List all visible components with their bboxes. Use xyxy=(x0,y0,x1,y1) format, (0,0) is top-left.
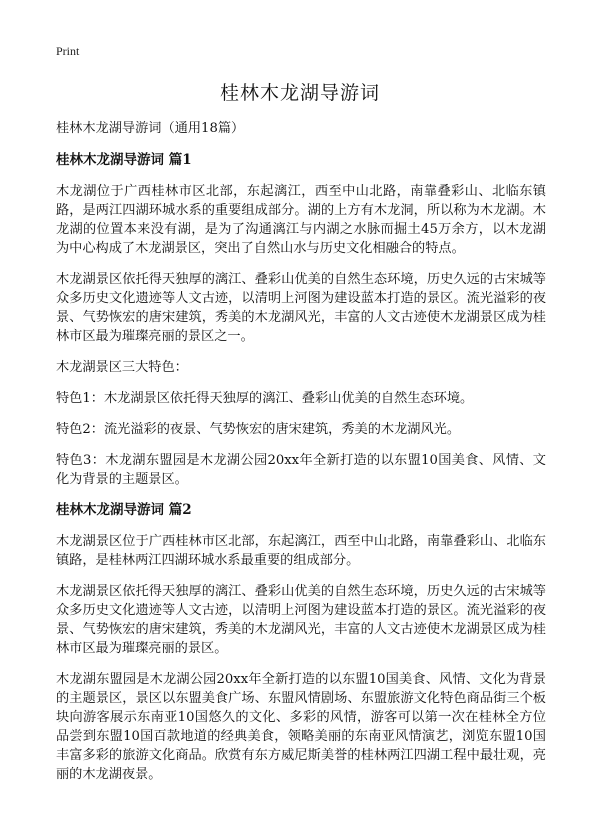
section-heading: 桂林木龙湖导游词 篇2 xyxy=(56,502,192,518)
print-link[interactable]: Print xyxy=(56,44,80,58)
paragraph: 木龙湖景区三大特色： xyxy=(56,360,188,375)
article-content xyxy=(56,119,546,796)
paragraph: 木龙湖景区位于广西桂林市区北部，东起漓江，西至中山北路，南靠叠彩山、北临东镇路，是桂林两江四湖环城水系最重要的组成部分。 xyxy=(56,534,546,568)
paragraph: 木龙湖东盟园是木龙湖公园20xx年全新打造的以东盟10国美食、风情、文化为背景的主题景区，景区以东盟美食广场、东盟风情剧场、东盟旅游文化特色商品街三个板块向游客展示东南亚10国悠久的文化、多彩的风情，游客可以第一次在桂林全方位品尝到东盟10国百款地道的经典美食，领略美丽的东南亚风情演艺，浏览东盟10国丰富多彩的旅游文化商品。欣赏有东方威尼斯美誉的桂林两江四湖工程中最壮观，亮丽的木龙湖夜景。 xyxy=(56,672,546,782)
section-1 xyxy=(56,151,546,489)
paragraph: 特色3：木龙湖东盟园是木龙湖公园20xx年全新打造的以东盟10国美食、风情、文化为背景的主题景区。 xyxy=(56,453,546,487)
section-2 xyxy=(56,501,546,784)
section-heading: 桂林木龙湖导游词 篇1 xyxy=(56,152,192,168)
paragraph: 特色1：木龙湖景区依托得天独厚的漓江、叠彩山优美的自然生态环境。 xyxy=(56,391,474,406)
paragraph: 木龙湖景区依托得天独厚的漓江、叠彩山优美的自然生态环境，历史久远的古宋城等众多历史文化遗迹等人文古迹，以清明上河图为建设蓝本打造的景区。流光溢彩的夜景、气势恢宏的唐宋建筑，秀美的木龙湖风光，丰富的人文古迹使木龙湖景区成为桂林市区最为璀璨亮丽的景区之一。 xyxy=(56,272,546,344)
paragraph: 特色2：流光溢彩的夜景、气势恢宏的唐宋建筑，秀美的木龙湖风光。 xyxy=(56,422,461,437)
article-subtitle: 桂林木龙湖导游词（通用18篇） xyxy=(56,121,245,136)
paragraph: 木龙湖景区依托得天独厚的漓江、叠彩山优美的自然生态环境，历史久远的古宋城等众多历史文化遗迹等人文古迹，以清明上河图为建设蓝本打造的景区。流光溢彩的夜景、气势恢宏的唐宋建筑，秀美的木龙湖风光，丰富的人文古迹使木龙湖景区成为桂林市区最为璀璨亮丽的景区。 xyxy=(56,584,546,656)
page-title: 桂林木龙湖导游词 xyxy=(219,82,380,104)
paragraph: 木龙湖位于广西桂林市区北部，东起漓江，西至中山北路，南靠叠彩山、北临东镇路，是两江四湖环城水系的重要组成部分。湖的上方有木龙洞，所以称为木龙湖。木龙湖的位置本来没有湖，是为了沟通漓江与内湖之水脉而掘土45万余方，以木龙湖为中心构成了木龙湖景区，突出了自然山水与历史文化相融合的特点。 xyxy=(56,184,546,256)
